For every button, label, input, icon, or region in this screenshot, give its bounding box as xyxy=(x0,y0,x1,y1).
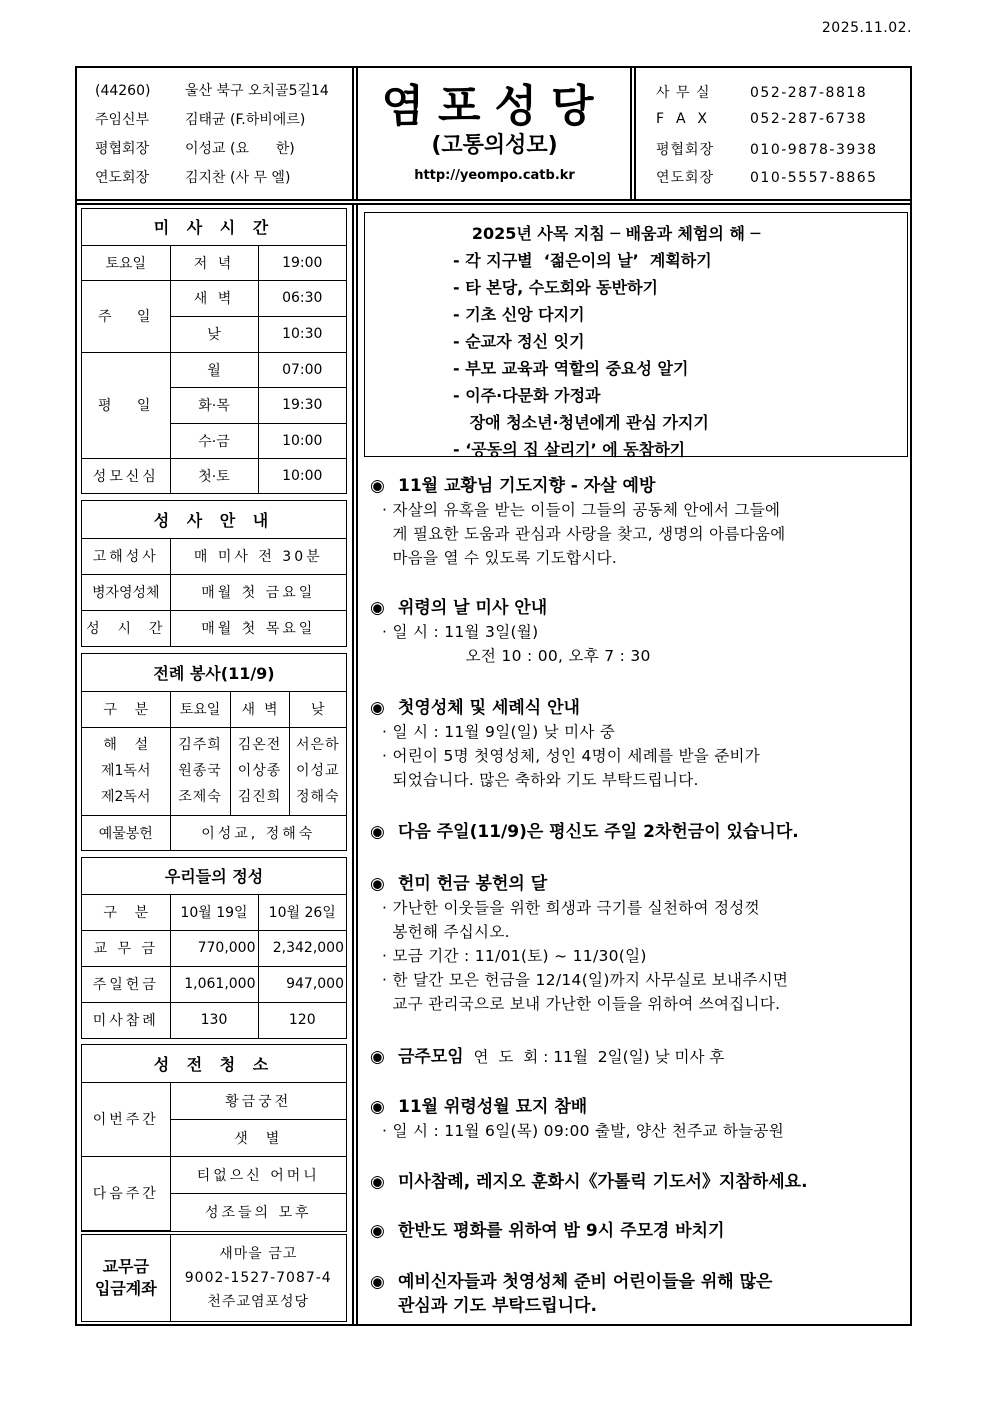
contact-council-president: 평협회장 010-9878-3938 xyxy=(656,142,878,158)
offerings-title: 우리들의 정성 xyxy=(82,858,346,894)
notice-first-communion-baptism: ◉ 첫영성체 및 세례식 안내 · 일 시 : 11월 9일(일) 낮 미사 중 · 어린이 5명 첫영성체, 성인 4명이 세례를 받을 준비가 되었습니다. 많은 축하와 기도 부탁드립니다. xyxy=(370,698,761,789)
church-title-block xyxy=(358,68,631,199)
sacraments-title: 성 사 안 내 xyxy=(82,501,346,538)
notice-second-collection: ◉ 다음 주일(11/9)은 평신도 주일 2차헌금이 있습니다. xyxy=(370,822,799,842)
mass-times-title: 미 사 시 간 xyxy=(82,209,346,245)
notice-peace-prayer: ◉ 한반도 평화를 위하여 밤 9시 주모경 바치기 xyxy=(370,1221,725,1241)
bulletin-frame xyxy=(75,66,912,1326)
church-url[interactable]: http://yeompo.catb.kr xyxy=(414,168,575,183)
pastoral-guideline-title: 2025년 사목 지침 ─ 배움과 체험의 해 ─ xyxy=(471,224,761,243)
offerings-box xyxy=(81,857,347,1039)
church-subtitle: (고통의성모) xyxy=(431,133,558,158)
guideline-item: - 타 본당, 수도회와 동반하기 xyxy=(453,278,659,297)
parish-info xyxy=(77,68,352,199)
notice-prayer-book: ◉ 미사참례, 레지오 훈화시《가톨릭 기도서》지참하세요. xyxy=(370,1172,808,1192)
mass-times-table: 미 사 시 간 토요일 저 녁 19:00 주 일 새 벽 06:30 낮 10:30 평 일 월 07:00 화·목 19:30 수·금 10:00 성모신심 첫·토 10:00 xyxy=(82,209,346,493)
guideline-item: - 순교자 정신 잇기 xyxy=(453,332,585,351)
offerings-table: 우리들의 정성 구 분 10월 19일 10월 26일 교 무 금 770,000 2,342,000 주일헌금 1,061,000 947,000 미사참례 130 120 xyxy=(82,858,346,1038)
notice-cemetery-visit: ◉ 11월 위령성월 묘지 참배 · 일 시 : 11월 6일(목) 09:00 출발, 양산 천주교 하늘공원 xyxy=(370,1097,784,1140)
contact-fax: F A X 052-287-6738 xyxy=(656,111,868,127)
info-row-address: (44260) 울산 북구 오치골5길14 xyxy=(95,83,329,99)
divider xyxy=(356,203,358,1324)
radio-bullet-icon: ◉ xyxy=(370,698,385,718)
guideline-item: - ‘공동의 집 살리기’ 에 동참하기 xyxy=(453,440,686,459)
notice-all-souls-mass: ◉ 위령의 날 미사 안내 · 일 시 : 11월 3일(월) 오전 10 : 00, 오후 7 : 30 xyxy=(370,598,651,665)
account-details: 새마을 금고 9002-1527-7087-4 천주교염포성당 xyxy=(170,1235,346,1321)
radio-bullet-icon: ◉ xyxy=(370,822,385,842)
notice-catechumens: ◉ 예비신자들과 첫영성체 준비 어린이들을 위해 많은 관심과 기도 부탁드립니다. xyxy=(370,1272,773,1316)
guideline-item: - 각 지구별 ‘젊은이의 날’ 계획하기 xyxy=(453,251,712,270)
divider xyxy=(352,203,354,1324)
guideline-item: - 이주·다문화 가정과 xyxy=(453,386,601,405)
radio-bullet-icon: ◉ xyxy=(370,1172,385,1192)
liturgy-service-table: 전례 봉사(11/9) 구 분 토요일 새 벽 낮 해 설 제1독서 제2독서 김주희 원종국 조제숙 김온전 이상종 김진희 서은하 이성교 정해숙 예물봉헌 이성교, 정해숙 xyxy=(82,654,346,850)
radio-bullet-icon: ◉ xyxy=(370,1047,385,1067)
contact-office: 사 무 실 052-287-8818 xyxy=(656,85,868,101)
divider xyxy=(630,68,632,199)
guideline-item: - 기초 신앙 다지기 xyxy=(453,305,585,324)
notice-papal-intention: ◉ 11월 교황님 기도지향 - 자살 예방 · 자살의 유혹을 받는 이들이 그들의 공동체 안에서 그들에 게 필요한 도움과 관심과 사랑을 찾고, 생명의 아름다움에 마음을 열 수 있도록 기도합시다. xyxy=(370,476,786,567)
cleaning-box xyxy=(81,1044,347,1232)
liturgy-service-box xyxy=(81,653,347,851)
cleaning-table: 성 전 청 소 이번주간 황금궁전 샛 별 다음주간 티없으신 어머니 성조들의 모후 xyxy=(82,1045,346,1231)
notice-rice-offering-month: ◉ 헌미 헌금 봉헌의 달 · 가난한 이웃들을 위한 희생과 극기를 실천하여 정성껏 봉헌해 주십시오. · 모금 기간 : 11/01(토) ~ 11/30(일) · 한 달간 모은 헌금을 12/14(일)까지 사무실로 보내주시면 교구 관리국으로 보내 가난한 이들을 위하여 쓰여집니다. xyxy=(370,874,789,1013)
liturgy-roles: 해 설 제1독서 제2독서 xyxy=(82,727,170,815)
radio-bullet-icon: ◉ xyxy=(370,598,385,618)
mass-times-box xyxy=(81,208,347,494)
radio-bullet-icon: ◉ xyxy=(370,874,385,894)
liturgy-dawn: 김온전 이상종 김진희 xyxy=(230,727,289,815)
divider xyxy=(352,68,354,199)
account-number: 9002-1527-7087-4 xyxy=(184,1270,332,1286)
cleaning-title: 성 전 청 소 xyxy=(82,1045,346,1082)
liturgy-saturday: 김주희 원종국 조제숙 xyxy=(170,727,230,815)
notice-weekly-meeting: ◉ 금주모임 연 도 회 : 11월 2일(일) 낮 미사 후 xyxy=(370,1047,725,1067)
liturgy-service-title: 전례 봉사(11/9) xyxy=(82,654,346,691)
radio-bullet-icon: ◉ xyxy=(370,1097,385,1117)
guideline-item: - 부모 교육과 역할의 중요성 알기 xyxy=(453,359,689,378)
account-table xyxy=(82,1235,346,1321)
info-row-council-president: 평협회장 이성교 (요 한) xyxy=(95,141,295,157)
account-label: 교무금 입금계좌 xyxy=(82,1235,170,1321)
account-box xyxy=(81,1234,347,1322)
guideline-item: 장애 청소년·청년에게 관심 가지기 xyxy=(453,413,709,432)
liturgy-day: 서은하 이성교 정해숙 xyxy=(289,727,346,815)
contact-info xyxy=(636,68,912,199)
divider xyxy=(77,203,910,205)
sacraments-table: 성 사 안 내 고해성사 매 미사 전 30분 병자영성체 매월 첫 금요일 성 시 간 매월 첫 목요일 xyxy=(82,501,346,646)
info-row-pastor: 주임신부 김태균 (F.하비에르) xyxy=(95,112,306,128)
contact-yeondo-president: 연도회장 010-5557-8865 xyxy=(656,170,878,186)
info-row-yeondo-president: 연도회장 김지찬 (사 무 엘) xyxy=(95,170,291,186)
divider xyxy=(77,199,910,201)
radio-bullet-icon: ◉ xyxy=(370,1272,385,1292)
radio-bullet-icon: ◉ xyxy=(370,1221,385,1241)
pastoral-guideline-box xyxy=(364,212,908,457)
sacraments-box xyxy=(81,500,347,647)
bulletin-date: 2025.11.02. xyxy=(821,20,912,36)
church-name: 염포성당 xyxy=(381,81,608,132)
radio-bullet-icon: ◉ xyxy=(370,476,385,496)
